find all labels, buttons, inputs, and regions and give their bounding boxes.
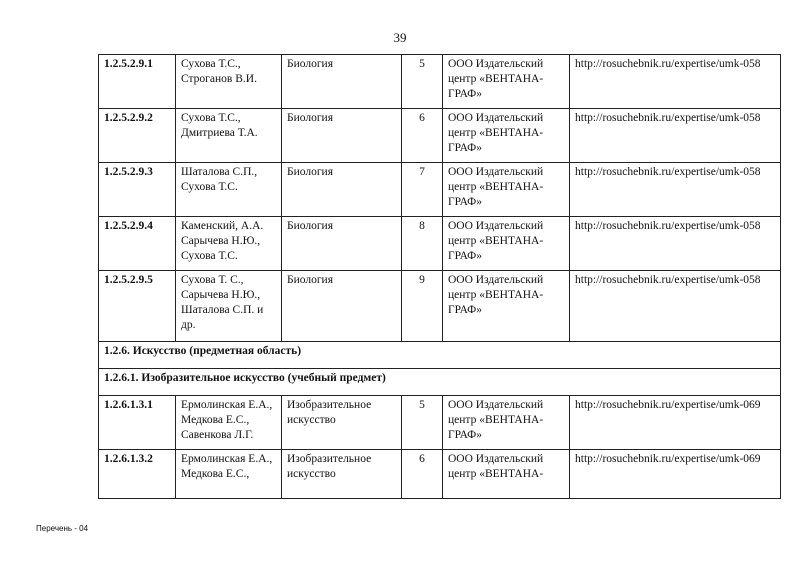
cell-publisher: ООО Издательский центр «ВЕНТАНА-ГРАФ» — [443, 396, 570, 450]
cell-url: http://rosuchebnik.ru/expertise/umk-058 — [570, 271, 781, 342]
table-row — [99, 217, 781, 271]
table-row — [99, 450, 781, 499]
cell-publisher: ООО Издательский центр «ВЕНТАНА-ГРАФ» — [443, 163, 570, 217]
table-row — [99, 163, 781, 217]
cell-subject: Биология — [282, 217, 402, 271]
cell-publisher: ООО Издательский центр «ВЕНТАНА-ГРАФ» — [443, 217, 570, 271]
cell-publisher: ООО Издательский центр «ВЕНТАНА-ГРАФ» — [443, 55, 570, 109]
cell-authors: Ермолинская Е.А., Медкова Е.С., — [176, 450, 282, 499]
cell-subject: Биология — [282, 271, 402, 342]
cell-subject: Биология — [282, 55, 402, 109]
cell-code: 1.2.5.2.9.5 — [99, 271, 176, 342]
table-row — [99, 396, 781, 450]
cell-grade: 7 — [402, 163, 443, 217]
cell-publisher: ООО Издательский центр «ВЕНТАНА- — [443, 450, 570, 499]
cell-code: 1.2.5.2.9.1 — [99, 55, 176, 109]
cell-authors: Сухова Т. С., Сарычева Н.Ю., Шаталова С.П. и др. — [176, 271, 282, 342]
cell-grade: 6 — [402, 109, 443, 163]
subsection-header-title: 1.2.6.1. Изобразительное искусство (учебный предмет) — [99, 369, 781, 396]
table-row — [99, 55, 781, 109]
cell-url: http://rosuchebnik.ru/expertise/umk-069 — [570, 396, 781, 450]
cell-authors: Каменский, А.А. Сарычева Н.Ю., Сухова Т.С. — [176, 217, 282, 271]
cell-code: 1.2.5.2.9.3 — [99, 163, 176, 217]
cell-url: http://rosuchebnik.ru/expertise/umk-069 — [570, 450, 781, 499]
table-row — [99, 271, 781, 342]
section-header-title: 1.2.6. Искусство (предметная область) — [99, 342, 781, 369]
subsection-header — [99, 369, 781, 396]
footer-text: Перечень - 04 — [36, 524, 89, 533]
cell-grade: 9 — [402, 271, 443, 342]
cell-code: 1.2.6.1.3.1 — [99, 396, 176, 450]
section-header — [99, 342, 781, 369]
cell-code: 1.2.5.2.9.2 — [99, 109, 176, 163]
cell-authors: Шаталова С.П., Сухова Т.С. — [176, 163, 282, 217]
cell-subject: Биология — [282, 109, 402, 163]
cell-grade: 5 — [402, 396, 443, 450]
cell-url: http://rosuchebnik.ru/expertise/umk-058 — [570, 163, 781, 217]
table-row — [99, 109, 781, 163]
cell-url: http://rosuchebnik.ru/expertise/umk-058 — [570, 55, 781, 109]
cell-grade: 8 — [402, 217, 443, 271]
cell-url: http://rosuchebnik.ru/expertise/umk-058 — [570, 109, 781, 163]
cell-subject: Биология — [282, 163, 402, 217]
cell-subject: Изобразительное искусство — [282, 450, 402, 499]
cell-authors: Сухова Т.С., Строганов В.И. — [176, 55, 282, 109]
cell-authors: Ермолинская Е.А., Медкова Е.С., Савенкова Л.Г. — [176, 396, 282, 450]
cell-grade: 6 — [402, 450, 443, 499]
cell-grade: 5 — [402, 55, 443, 109]
cell-authors: Сухова Т.С., Дмитриева Т.А. — [176, 109, 282, 163]
cell-subject: Изобразительное искусство — [282, 396, 402, 450]
page-number: 39 — [393, 30, 407, 45]
cell-url: http://rosuchebnik.ru/expertise/umk-058 — [570, 217, 781, 271]
textbook-table — [98, 54, 781, 499]
cell-publisher: ООО Издательский центр «ВЕНТАНА-ГРАФ» — [443, 271, 570, 342]
cell-publisher: ООО Издательский центр «ВЕНТАНА-ГРАФ» — [443, 109, 570, 163]
cell-code: 1.2.6.1.3.2 — [99, 450, 176, 499]
cell-code: 1.2.5.2.9.4 — [99, 217, 176, 271]
